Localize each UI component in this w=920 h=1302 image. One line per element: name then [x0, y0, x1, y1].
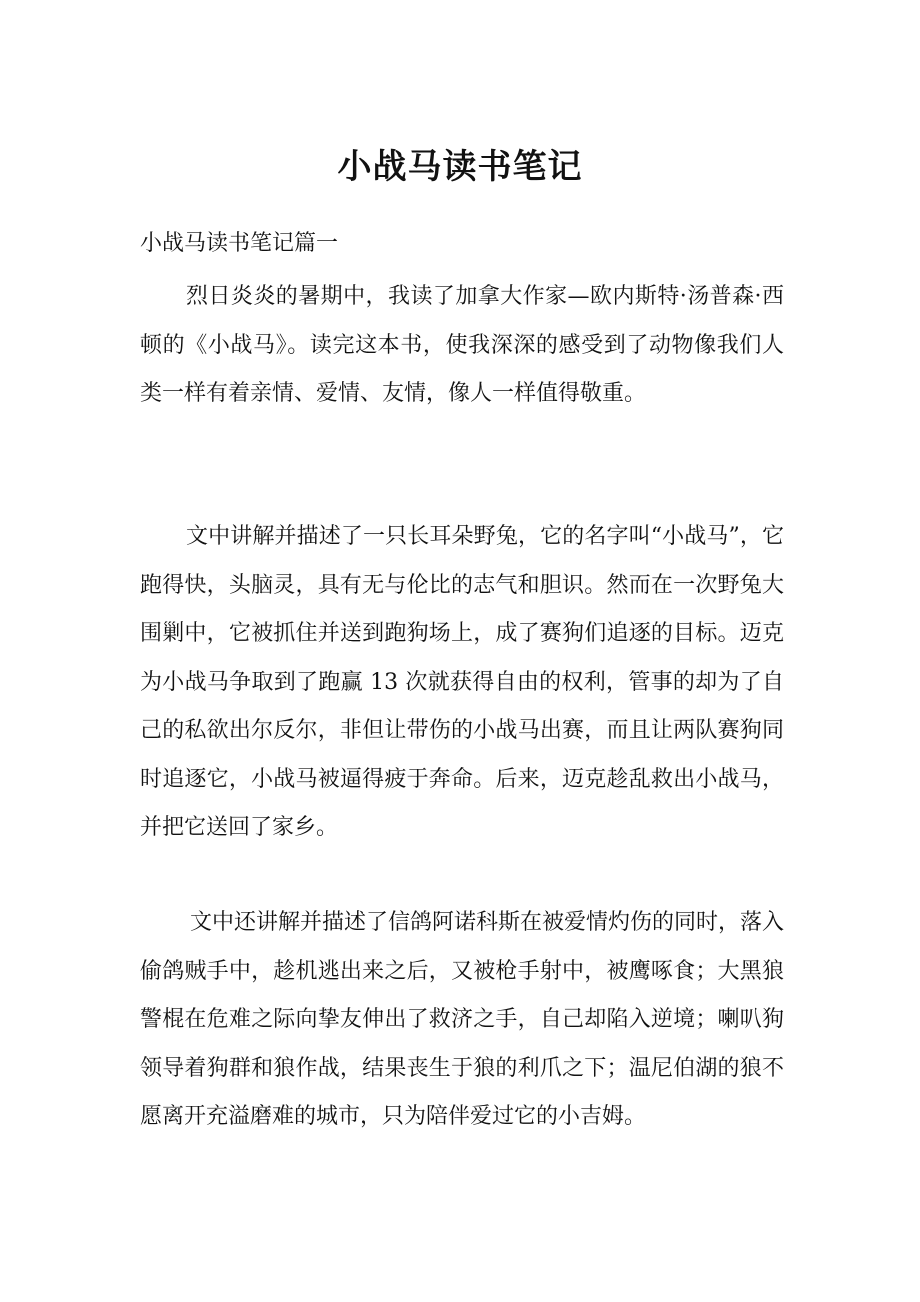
section-heading: 小战马读书笔记篇一 — [140, 231, 339, 256]
paragraph-1: 烈日炎炎的暑期中，我读了加拿大作家—欧内斯特·汤普森·西顿的《小战马》。读完这本书，使我深深的感受到了动物像我们人类一样有着亲情、爱情、友情，像人一样值得敬重。 — [140, 284, 784, 406]
paragraph-2: 文中讲解并描述了一只长耳朵野兔，它的名字叫“小战马”，它跑得快，头脑灵，具有无与伦比的志气和胆识。然而在一次野兔大围剿中，它被抓住并送到跑狗场上，成了赛狗们追逐的目标。迈克为小战马争取到了跑赢 13 次就获得自由的权利，管事的却为了自己的私欲出尔反尔，非但让带伤的小战马出赛，而且让两队赛狗同时追逐它，小战马被逼得疲于奔命。后来，迈克趁乱救出小战马，并把它送回了家乡。 — [140, 524, 784, 840]
paragraph-3: 文中还讲解并描述了信鸽阿诺科斯在被爱情灼伤的同时，落入偷鸽贼手中，趁机逃出来之后，又被枪手射中，被鹰啄食；大黑狼警棍在危难之际向挚友伸出了救济之手，自己却陷入逆境；喇叭狗领导着狗群和狼作战，结果丧生于狼的利爪之下；温尼伯湖的狼不愿离开充溢磨难的城市，只为陪伴爱过它的小吉姆。 — [140, 910, 785, 1129]
document-title: 小战马读书笔记 — [337, 147, 583, 187]
